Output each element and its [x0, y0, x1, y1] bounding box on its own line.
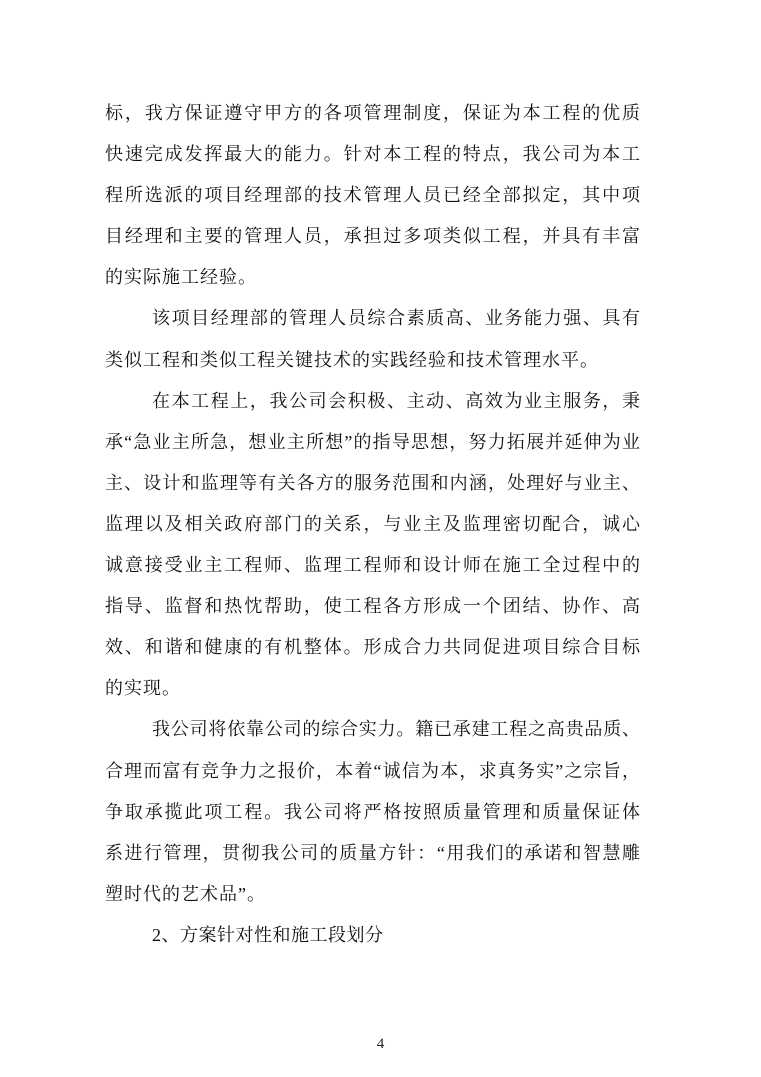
- text-line: 合理而富有竞争力之报价，本着“诚信为本，求真务实”之宗旨，: [105, 760, 640, 781]
- text-line: 类似工程和类似工程关键技术的实践经验和技术管理水平。: [105, 349, 599, 370]
- text-line: 指导、监督和热忱帮助，使工程各方形成一个团结、协作、高: [105, 596, 640, 617]
- text-line: 该项目经理部的管理人员综合素质高、业务能力强、具有: [152, 308, 640, 329]
- text-line: 塑时代的艺术品”。: [105, 883, 266, 904]
- text-line: 争取承揽此项工程。我公司将严格按照质量管理和质量保证体: [105, 801, 640, 822]
- heading-line: 2、方案针对性和施工段划分: [152, 924, 384, 945]
- text-line: 程所选派的项目经理部的技术管理人员已经全部拟定，其中项: [105, 185, 640, 206]
- text-line: 监理以及相关政府部门的关系，与业主及监理密切配合，诚心: [105, 513, 640, 534]
- page-number: 4: [376, 1036, 385, 1052]
- text-line: 承“急业主所急，想业主所想”的指导思想，努力拓展并延伸为业: [105, 431, 640, 452]
- text-line: 的实现。: [105, 678, 181, 699]
- text-line: 我公司将依靠公司的综合实力。籍已承建工程之高贵品质、: [152, 719, 640, 740]
- text-line: 效、和谐和健康的有机整体。形成合力共同促进项目综合目标: [105, 637, 640, 658]
- paragraph: [105, 381, 640, 710]
- text-line: 快速完成发挥最大的能力。针对本工程的特点，我公司为本工: [105, 144, 640, 165]
- section-heading: [105, 915, 640, 956]
- text-line: 系进行管理，贯彻我公司的质量方针：“用我们的承诺和智慧雕: [105, 842, 640, 863]
- paragraph: [105, 298, 640, 380]
- text-block: [105, 93, 640, 956]
- text-line: 标，我方保证遵守甲方的各项管理制度，保证为本工程的优质: [105, 103, 640, 123]
- text-line: 在本工程上，我公司会积极、主动、高效为业主服务，秉: [152, 390, 640, 411]
- paragraph: [105, 93, 640, 298]
- text-line: 的实际施工经验。: [105, 267, 257, 288]
- text-line: 目经理和主要的管理人员，承担过多项类似工程，并具有丰富: [105, 226, 640, 247]
- paragraph: [105, 709, 640, 914]
- text-line: 主、设计和监理等有关各方的服务范围和内涵，处理好与业主、: [105, 472, 640, 493]
- text-line: 诚意接受业主工程师、监理工程师和设计师在施工全过程中的: [105, 555, 640, 576]
